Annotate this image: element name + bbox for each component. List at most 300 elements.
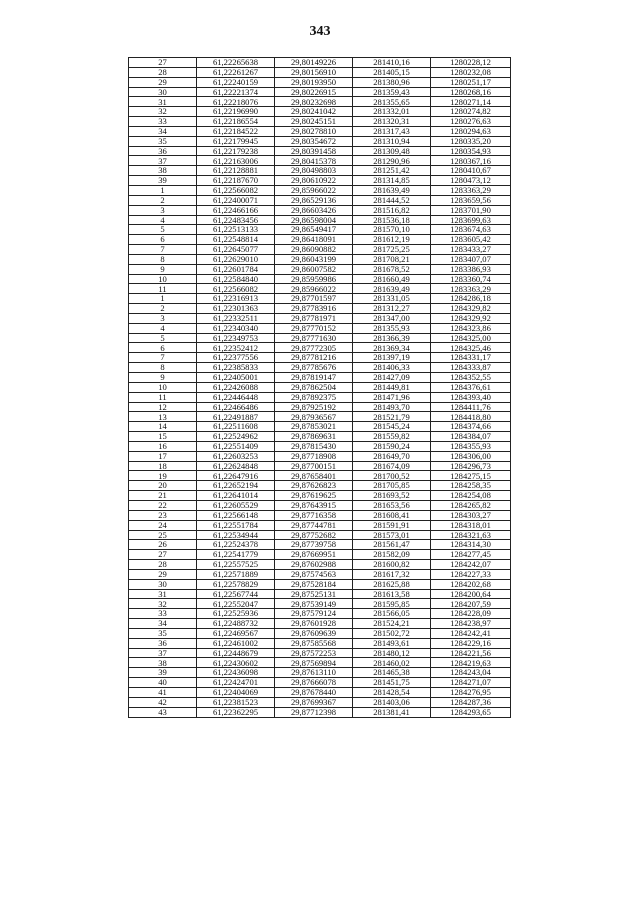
point-number-cell: 3 (129, 205, 197, 215)
table-row (129, 87, 511, 97)
longitude-cell: 29,80193950 (275, 77, 353, 87)
x-coordinate-cell: 281693,52 (353, 491, 431, 501)
latitude-cell: 61,22362295 (197, 707, 275, 717)
x-coordinate-cell: 281406,33 (353, 363, 431, 373)
table-row (129, 353, 511, 363)
longitude-cell: 29,87658401 (275, 471, 353, 481)
table-row (129, 225, 511, 235)
longitude-cell: 29,87609639 (275, 628, 353, 638)
longitude-cell: 29,87781216 (275, 353, 353, 363)
longitude-cell: 29,87539149 (275, 599, 353, 609)
table-row (129, 451, 511, 461)
x-coordinate-cell: 281403,06 (353, 697, 431, 707)
x-coordinate-cell: 281502,72 (353, 628, 431, 638)
longitude-cell: 29,87739758 (275, 540, 353, 550)
x-coordinate-cell: 281561,47 (353, 540, 431, 550)
x-coordinate-cell: 281444,52 (353, 195, 431, 205)
y-coordinate-cell: 1283433,27 (431, 245, 511, 255)
y-coordinate-cell: 1283659,56 (431, 195, 511, 205)
y-coordinate-cell: 1284254,08 (431, 491, 511, 501)
point-number-cell: 22 (129, 500, 197, 510)
x-coordinate-cell: 281332,01 (353, 107, 431, 117)
y-coordinate-cell: 1284355,93 (431, 441, 511, 451)
x-coordinate-cell: 281582,09 (353, 550, 431, 560)
latitude-cell: 61,22548814 (197, 235, 275, 245)
point-number-cell: 13 (129, 412, 197, 422)
y-coordinate-cell: 1284318,01 (431, 520, 511, 530)
table-row (129, 402, 511, 412)
table-row (129, 628, 511, 638)
table-row (129, 678, 511, 688)
latitude-cell: 61,22186554 (197, 117, 275, 127)
x-coordinate-cell: 281449,81 (353, 382, 431, 392)
x-coordinate-cell: 281678,52 (353, 264, 431, 274)
latitude-cell: 61,22567744 (197, 589, 275, 599)
longitude-cell: 29,87528184 (275, 579, 353, 589)
longitude-cell: 29,87699367 (275, 697, 353, 707)
latitude-cell: 61,22400071 (197, 195, 275, 205)
latitude-cell: 61,22179238 (197, 146, 275, 156)
point-number-cell: 2 (129, 195, 197, 205)
point-number-cell: 35 (129, 136, 197, 146)
x-coordinate-cell: 281428,54 (353, 688, 431, 698)
x-coordinate-cell: 281314,85 (353, 176, 431, 186)
table-row (129, 343, 511, 353)
table-row (129, 697, 511, 707)
x-coordinate-cell: 281347,00 (353, 313, 431, 323)
longitude-cell: 29,86007582 (275, 264, 353, 274)
x-coordinate-cell: 281639,49 (353, 284, 431, 294)
y-coordinate-cell: 1284200,64 (431, 589, 511, 599)
x-coordinate-cell: 281380,96 (353, 77, 431, 87)
latitude-cell: 61,22641014 (197, 491, 275, 501)
x-coordinate-cell: 281290,96 (353, 156, 431, 166)
y-coordinate-cell: 1280335,20 (431, 136, 511, 146)
point-number-cell: 35 (129, 628, 197, 638)
longitude-cell: 29,85966022 (275, 284, 353, 294)
y-coordinate-cell: 1284393,40 (431, 392, 511, 402)
y-coordinate-cell: 1284323,86 (431, 323, 511, 333)
latitude-cell: 61,22488732 (197, 619, 275, 629)
longitude-cell: 29,87619625 (275, 491, 353, 501)
y-coordinate-cell: 1283407,07 (431, 254, 511, 264)
y-coordinate-cell: 1284418,80 (431, 412, 511, 422)
table-row (129, 609, 511, 619)
table-row (129, 166, 511, 176)
x-coordinate-cell: 281545,24 (353, 422, 431, 432)
latitude-cell: 61,22240159 (197, 77, 275, 87)
x-coordinate-cell: 281493,70 (353, 402, 431, 412)
point-number-cell: 42 (129, 697, 197, 707)
longitude-cell: 29,87869631 (275, 432, 353, 442)
longitude-cell: 29,80278810 (275, 126, 353, 136)
point-number-cell: 33 (129, 609, 197, 619)
x-coordinate-cell: 281639,49 (353, 185, 431, 195)
point-number-cell: 29 (129, 77, 197, 87)
point-number-cell: 32 (129, 599, 197, 609)
longitude-cell: 29,87771630 (275, 333, 353, 343)
table-row (129, 185, 511, 195)
table-row (129, 491, 511, 501)
table-row (129, 294, 511, 304)
longitude-cell: 29,80610922 (275, 176, 353, 186)
latitude-cell: 61,22404069 (197, 688, 275, 698)
y-coordinate-cell: 1283360,74 (431, 274, 511, 284)
longitude-cell: 29,87602988 (275, 560, 353, 570)
table-row (129, 540, 511, 550)
latitude-cell: 61,22557525 (197, 560, 275, 570)
latitude-cell: 61,22424701 (197, 678, 275, 688)
latitude-cell: 61,22265638 (197, 58, 275, 68)
y-coordinate-cell: 1284296,73 (431, 461, 511, 471)
longitude-cell: 29,87572253 (275, 648, 353, 658)
longitude-cell: 29,80232698 (275, 97, 353, 107)
longitude-cell: 29,86043199 (275, 254, 353, 264)
longitude-cell: 29,87569894 (275, 658, 353, 668)
longitude-cell: 29,86598004 (275, 215, 353, 225)
x-coordinate-cell: 281608,41 (353, 510, 431, 520)
table-row (129, 589, 511, 599)
x-coordinate-cell: 281674,09 (353, 461, 431, 471)
coordinates-table-body (129, 58, 511, 718)
y-coordinate-cell: 1284331,17 (431, 353, 511, 363)
x-coordinate-cell: 281397,19 (353, 353, 431, 363)
latitude-cell: 61,22525936 (197, 609, 275, 619)
longitude-cell: 29,87669951 (275, 550, 353, 560)
x-coordinate-cell: 281521,79 (353, 412, 431, 422)
y-coordinate-cell: 1284265,82 (431, 500, 511, 510)
longitude-cell: 29,87785676 (275, 363, 353, 373)
latitude-cell: 61,22430602 (197, 658, 275, 668)
latitude-cell: 61,22184522 (197, 126, 275, 136)
table-row (129, 264, 511, 274)
latitude-cell: 61,22316913 (197, 294, 275, 304)
y-coordinate-cell: 1284293,65 (431, 707, 511, 717)
latitude-cell: 61,22128881 (197, 166, 275, 176)
table-row (129, 500, 511, 510)
longitude-cell: 29,87781971 (275, 313, 353, 323)
longitude-cell: 29,87853021 (275, 422, 353, 432)
latitude-cell: 61,22511608 (197, 422, 275, 432)
latitude-cell: 61,22605529 (197, 500, 275, 510)
latitude-cell: 61,22483456 (197, 215, 275, 225)
x-coordinate-cell: 281317,43 (353, 126, 431, 136)
x-coordinate-cell: 281625,88 (353, 579, 431, 589)
y-coordinate-cell: 1284306,00 (431, 451, 511, 461)
x-coordinate-cell: 281251,42 (353, 166, 431, 176)
table-row (129, 560, 511, 570)
x-coordinate-cell: 281705,85 (353, 481, 431, 491)
latitude-cell: 61,22381523 (197, 697, 275, 707)
longitude-cell: 29,85966022 (275, 185, 353, 195)
latitude-cell: 61,22349753 (197, 333, 275, 343)
y-coordinate-cell: 1284229,16 (431, 638, 511, 648)
point-number-cell: 36 (129, 638, 197, 648)
table-row (129, 205, 511, 215)
table-row (129, 638, 511, 648)
table-row (129, 412, 511, 422)
longitude-cell: 29,86090882 (275, 245, 353, 255)
point-number-cell: 6 (129, 343, 197, 353)
latitude-cell: 61,22541779 (197, 550, 275, 560)
x-coordinate-cell: 281590,24 (353, 441, 431, 451)
y-coordinate-cell: 1280232,08 (431, 67, 511, 77)
point-number-cell: 4 (129, 215, 197, 225)
point-number-cell: 43 (129, 707, 197, 717)
point-number-cell: 30 (129, 87, 197, 97)
point-number-cell: 24 (129, 520, 197, 530)
point-number-cell: 39 (129, 176, 197, 186)
table-row (129, 254, 511, 264)
longitude-cell: 29,87744781 (275, 520, 353, 530)
longitude-cell: 29,87783916 (275, 304, 353, 314)
longitude-cell: 29,87892375 (275, 392, 353, 402)
point-number-cell: 9 (129, 373, 197, 383)
latitude-cell: 61,22377556 (197, 353, 275, 363)
table-row (129, 77, 511, 87)
latitude-cell: 61,22301363 (197, 304, 275, 314)
table-row (129, 107, 511, 117)
y-coordinate-cell: 1280251,17 (431, 77, 511, 87)
y-coordinate-cell: 1284275,15 (431, 471, 511, 481)
y-coordinate-cell: 1280268,16 (431, 87, 511, 97)
y-coordinate-cell: 1284333,87 (431, 363, 511, 373)
y-coordinate-cell: 1284221,56 (431, 648, 511, 658)
x-coordinate-cell: 281355,65 (353, 97, 431, 107)
longitude-cell: 29,87626823 (275, 481, 353, 491)
point-number-cell: 37 (129, 648, 197, 658)
longitude-cell: 29,87925192 (275, 402, 353, 412)
point-number-cell: 1 (129, 294, 197, 304)
point-number-cell: 41 (129, 688, 197, 698)
page-number: 343 (309, 24, 331, 39)
table-row (129, 461, 511, 471)
point-number-cell: 27 (129, 58, 197, 68)
point-number-cell: 28 (129, 560, 197, 570)
table-row (129, 579, 511, 589)
table-row (129, 58, 511, 68)
latitude-cell: 61,22466486 (197, 402, 275, 412)
latitude-cell: 61,22196990 (197, 107, 275, 117)
x-coordinate-cell: 281516,82 (353, 205, 431, 215)
x-coordinate-cell: 281536,18 (353, 215, 431, 225)
table-row (129, 245, 511, 255)
latitude-cell: 61,22221374 (197, 87, 275, 97)
y-coordinate-cell: 1280367,16 (431, 156, 511, 166)
x-coordinate-cell: 281612,19 (353, 235, 431, 245)
latitude-cell: 61,22551409 (197, 441, 275, 451)
x-coordinate-cell: 281566,05 (353, 609, 431, 619)
latitude-cell: 61,22601784 (197, 264, 275, 274)
x-coordinate-cell: 281310,94 (353, 136, 431, 146)
y-coordinate-cell: 1284271,07 (431, 678, 511, 688)
latitude-cell: 61,22566082 (197, 185, 275, 195)
longitude-cell: 29,87819147 (275, 373, 353, 383)
y-coordinate-cell: 1280271,14 (431, 97, 511, 107)
point-number-cell: 38 (129, 658, 197, 668)
longitude-cell: 29,87770152 (275, 323, 353, 333)
table-row (129, 117, 511, 127)
y-coordinate-cell: 1284303,27 (431, 510, 511, 520)
y-coordinate-cell: 1284352,55 (431, 373, 511, 383)
table-row (129, 136, 511, 146)
x-coordinate-cell: 281451,75 (353, 678, 431, 688)
latitude-cell: 61,22491887 (197, 412, 275, 422)
longitude-cell: 29,86549417 (275, 225, 353, 235)
table-row (129, 520, 511, 530)
x-coordinate-cell: 281366,39 (353, 333, 431, 343)
latitude-cell: 61,22624848 (197, 461, 275, 471)
latitude-cell: 61,22603253 (197, 451, 275, 461)
latitude-cell: 61,22385833 (197, 363, 275, 373)
point-number-cell: 8 (129, 363, 197, 373)
point-number-cell: 19 (129, 471, 197, 481)
latitude-cell: 61,22405001 (197, 373, 275, 383)
table-row (129, 97, 511, 107)
longitude-cell: 29,80226915 (275, 87, 353, 97)
point-number-cell: 8 (129, 254, 197, 264)
y-coordinate-cell: 1283674,63 (431, 225, 511, 235)
longitude-cell: 29,80415378 (275, 156, 353, 166)
table-row (129, 363, 511, 373)
longitude-cell: 29,87613110 (275, 668, 353, 678)
point-number-cell: 37 (129, 156, 197, 166)
x-coordinate-cell: 281410,16 (353, 58, 431, 68)
y-coordinate-cell: 1284258,35 (431, 481, 511, 491)
longitude-cell: 29,80498803 (275, 166, 353, 176)
x-coordinate-cell: 281700,52 (353, 471, 431, 481)
longitude-cell: 29,80245151 (275, 117, 353, 127)
longitude-cell: 29,87643915 (275, 500, 353, 510)
table-row (129, 333, 511, 343)
table-row (129, 550, 511, 560)
point-number-cell: 33 (129, 117, 197, 127)
longitude-cell: 29,87585568 (275, 638, 353, 648)
y-coordinate-cell: 1284411,76 (431, 402, 511, 412)
latitude-cell: 61,22218076 (197, 97, 275, 107)
x-coordinate-cell: 281708,21 (353, 254, 431, 264)
table-row (129, 599, 511, 609)
longitude-cell: 29,87701597 (275, 294, 353, 304)
latitude-cell: 61,22524378 (197, 540, 275, 550)
latitude-cell: 61,22629010 (197, 254, 275, 264)
y-coordinate-cell: 1284277,45 (431, 550, 511, 560)
table-row (129, 658, 511, 668)
latitude-cell: 61,22352412 (197, 343, 275, 353)
y-coordinate-cell: 1283386,93 (431, 264, 511, 274)
latitude-cell: 61,22524962 (197, 432, 275, 442)
point-number-cell: 26 (129, 540, 197, 550)
y-coordinate-cell: 1284228,09 (431, 609, 511, 619)
point-number-cell: 7 (129, 353, 197, 363)
table-row (129, 304, 511, 314)
point-number-cell: 28 (129, 67, 197, 77)
table-row (129, 284, 511, 294)
y-coordinate-cell: 1284376,61 (431, 382, 511, 392)
y-coordinate-cell: 1280274,82 (431, 107, 511, 117)
y-coordinate-cell: 1284325,46 (431, 343, 511, 353)
longitude-cell: 29,87815430 (275, 441, 353, 451)
y-coordinate-cell: 1284219,63 (431, 658, 511, 668)
longitude-cell: 29,80149226 (275, 58, 353, 68)
longitude-cell: 29,80241042 (275, 107, 353, 117)
longitude-cell: 29,80391458 (275, 146, 353, 156)
table-row (129, 668, 511, 678)
y-coordinate-cell: 1284321,63 (431, 530, 511, 540)
point-number-cell: 7 (129, 245, 197, 255)
point-number-cell: 25 (129, 530, 197, 540)
longitude-cell: 29,87601928 (275, 619, 353, 629)
x-coordinate-cell: 281320,31 (353, 117, 431, 127)
y-coordinate-cell: 1283605,42 (431, 235, 511, 245)
x-coordinate-cell: 281613,58 (353, 589, 431, 599)
longitude-cell: 29,80156910 (275, 67, 353, 77)
longitude-cell: 29,87712398 (275, 707, 353, 717)
longitude-cell: 29,87700151 (275, 461, 353, 471)
y-coordinate-cell: 1280473,12 (431, 176, 511, 186)
longitude-cell: 29,87752682 (275, 530, 353, 540)
x-coordinate-cell: 281573,01 (353, 530, 431, 540)
x-coordinate-cell: 281405,15 (353, 67, 431, 77)
point-number-cell: 1 (129, 185, 197, 195)
longitude-cell: 29,87862504 (275, 382, 353, 392)
x-coordinate-cell: 281381,41 (353, 707, 431, 717)
point-number-cell: 10 (129, 274, 197, 284)
latitude-cell: 61,22566148 (197, 510, 275, 520)
coordinates-table (128, 57, 511, 718)
table-row (129, 688, 511, 698)
x-coordinate-cell: 281312,27 (353, 304, 431, 314)
y-coordinate-cell: 1283699,63 (431, 215, 511, 225)
table-row (129, 392, 511, 402)
latitude-cell: 61,22332511 (197, 313, 275, 323)
point-number-cell: 14 (129, 422, 197, 432)
longitude-cell: 29,87525131 (275, 589, 353, 599)
point-number-cell: 11 (129, 284, 197, 294)
point-number-cell: 29 (129, 569, 197, 579)
point-number-cell: 18 (129, 461, 197, 471)
point-number-cell: 5 (129, 333, 197, 343)
table-row (129, 146, 511, 156)
x-coordinate-cell: 281460,02 (353, 658, 431, 668)
latitude-cell: 61,22647916 (197, 471, 275, 481)
longitude-cell: 29,87678440 (275, 688, 353, 698)
y-coordinate-cell: 1280276,63 (431, 117, 511, 127)
longitude-cell: 29,85959986 (275, 274, 353, 284)
y-coordinate-cell: 1284384,07 (431, 432, 511, 442)
table-row (129, 432, 511, 442)
latitude-cell: 61,22551784 (197, 520, 275, 530)
point-number-cell: 39 (129, 668, 197, 678)
y-coordinate-cell: 1280410,67 (431, 166, 511, 176)
y-coordinate-cell: 1284238,97 (431, 619, 511, 629)
point-number-cell: 38 (129, 166, 197, 176)
latitude-cell: 61,22179945 (197, 136, 275, 146)
latitude-cell: 61,22584840 (197, 274, 275, 284)
y-coordinate-cell: 1284207,59 (431, 599, 511, 609)
longitude-cell: 29,87716358 (275, 510, 353, 520)
x-coordinate-cell: 281355,93 (353, 323, 431, 333)
latitude-cell: 61,22652194 (197, 481, 275, 491)
latitude-cell: 61,22163006 (197, 156, 275, 166)
longitude-cell: 29,87718908 (275, 451, 353, 461)
point-number-cell: 6 (129, 235, 197, 245)
latitude-cell: 61,22261267 (197, 67, 275, 77)
longitude-cell: 29,86418091 (275, 235, 353, 245)
point-number-cell: 15 (129, 432, 197, 442)
y-coordinate-cell: 1283701,90 (431, 205, 511, 215)
x-coordinate-cell: 281559,82 (353, 432, 431, 442)
